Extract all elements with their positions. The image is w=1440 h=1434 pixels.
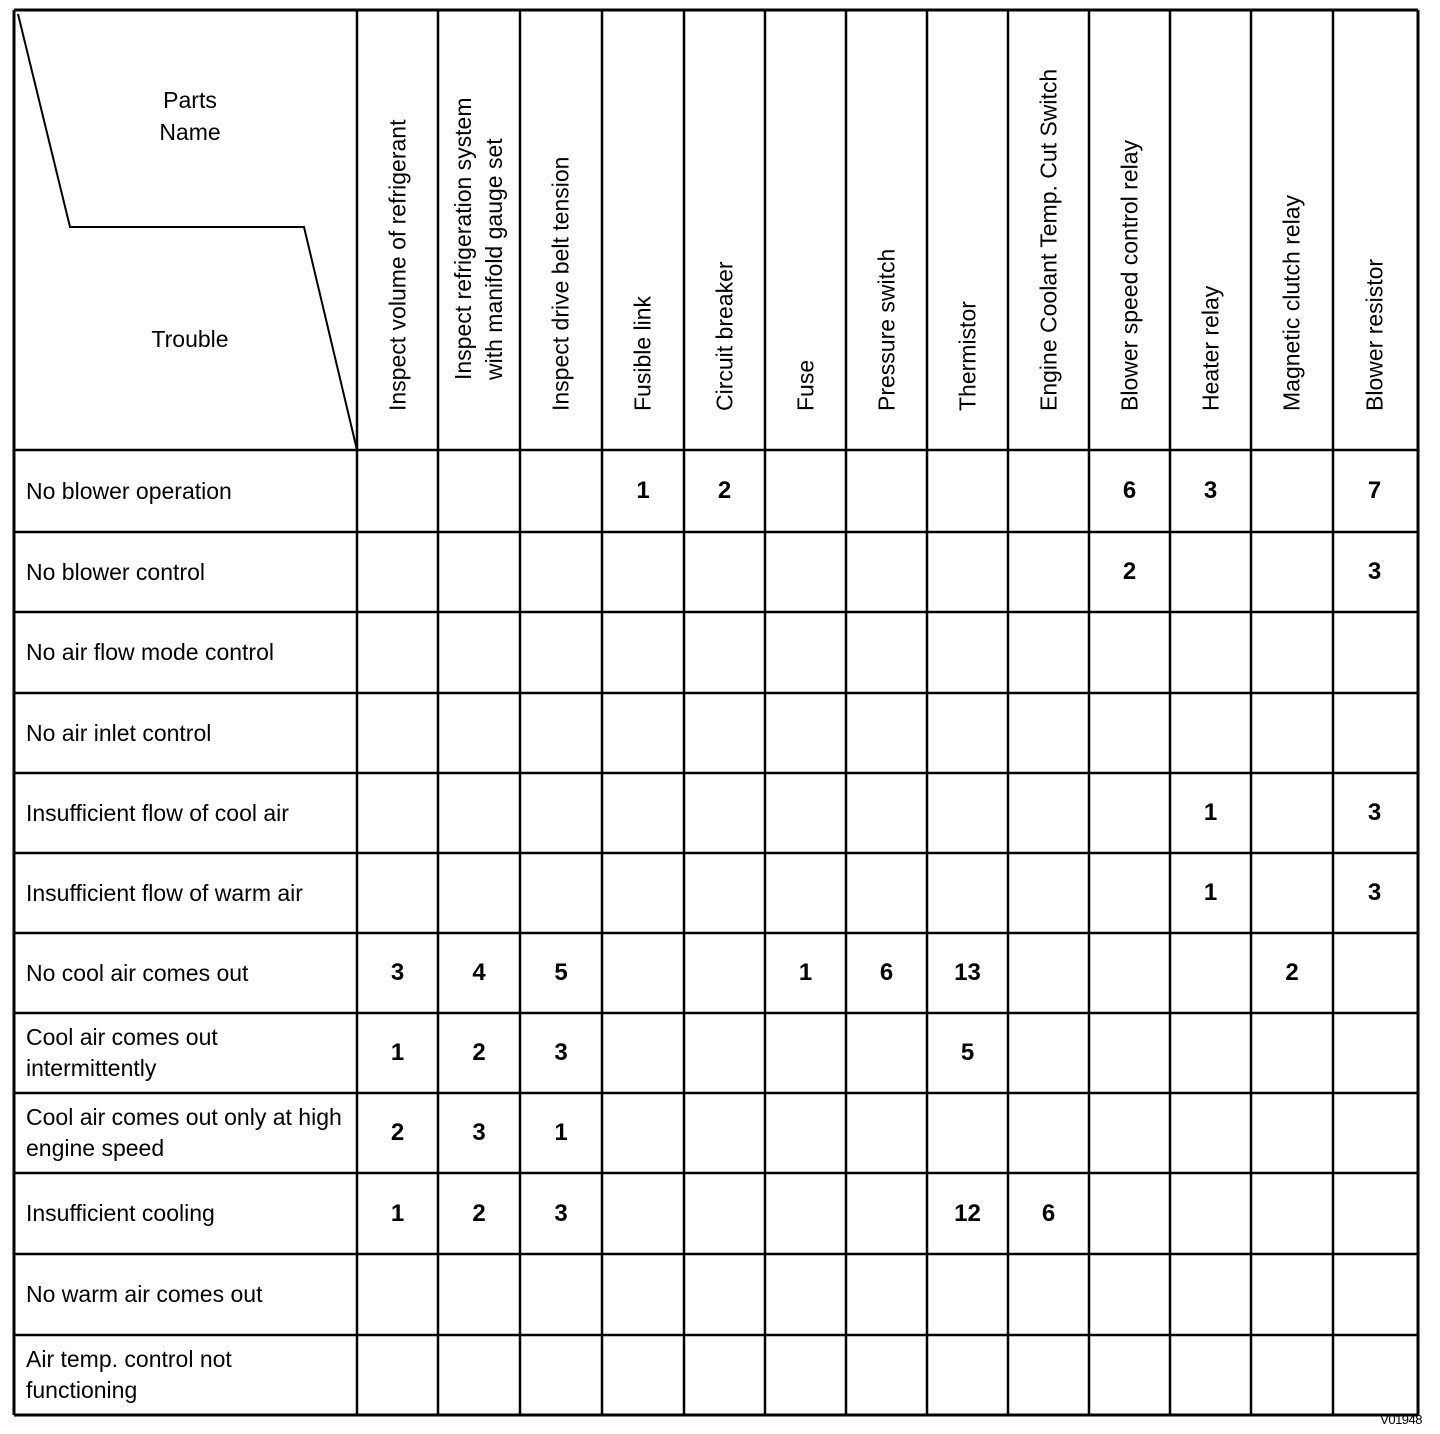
- column-header: [1008, 10, 1089, 450]
- table-cell: [1170, 1013, 1251, 1093]
- table-cell: [1251, 532, 1333, 612]
- table-cell: [684, 853, 765, 933]
- table-cell: [765, 450, 846, 532]
- trouble-label: No blower control: [26, 558, 205, 585]
- table-cell: [357, 450, 438, 532]
- table-cell: [357, 853, 438, 933]
- table-cell: [602, 933, 684, 1013]
- table-cell: [1170, 612, 1251, 693]
- table-cell: 1: [1203, 799, 1218, 826]
- table-cell: [1251, 450, 1333, 532]
- table-cell: 2: [390, 1119, 405, 1146]
- table-cell: [438, 450, 520, 532]
- table-cell: 1: [636, 477, 650, 504]
- table-cell: 1: [390, 1039, 405, 1066]
- table-cell: [765, 1013, 846, 1093]
- table-cell: [1333, 1335, 1416, 1415]
- table-cell: 2: [1285, 959, 1299, 986]
- table-cell: [765, 612, 846, 693]
- table-cell: [1089, 933, 1170, 1013]
- table-cell: 2: [1122, 558, 1137, 585]
- table-cell: [357, 693, 438, 773]
- table-cell: [602, 1173, 684, 1254]
- column-header: [765, 10, 846, 450]
- table-cell: [846, 532, 927, 612]
- table-cell: [1170, 1093, 1251, 1173]
- table-cell: [1008, 1335, 1089, 1415]
- table-cell: [602, 1335, 684, 1415]
- table-cell: [1251, 1013, 1333, 1093]
- table-cell: [602, 1254, 684, 1335]
- table-cell: [1170, 693, 1251, 773]
- table-cell: [1089, 612, 1170, 693]
- table-cell: 2: [472, 1039, 486, 1066]
- table-cell: [1089, 1254, 1170, 1335]
- table-cell: [684, 1013, 765, 1093]
- table-cell: [520, 612, 602, 693]
- table-cell: [1251, 693, 1333, 773]
- table-cell: [520, 693, 602, 773]
- table-cell: [846, 1093, 927, 1173]
- table-cell: [1008, 1254, 1089, 1335]
- table-cell: [438, 532, 520, 612]
- table-cell: [1008, 1093, 1089, 1173]
- trouble-label: No blower operation: [26, 477, 232, 504]
- column-header-label: Circuit breaker: [711, 261, 737, 411]
- trouble-label: Insufficient cooling: [26, 1200, 215, 1226]
- table-cell: [602, 773, 684, 853]
- table-cell: [1333, 1254, 1416, 1335]
- table-cell: 3: [1367, 799, 1382, 826]
- trouble-label: Air temp. control not functioning: [26, 1346, 232, 1403]
- table-cell: [1170, 933, 1251, 1013]
- table-cell: [520, 532, 602, 612]
- table-cell: [1333, 693, 1416, 773]
- table-cell: [846, 612, 927, 693]
- trouble-label: Cool air comes out only at high engine speed: [26, 1104, 342, 1161]
- table-cell: 1: [798, 959, 813, 986]
- trouble-label: No air inlet control: [26, 719, 212, 746]
- table-cell: [1089, 1093, 1170, 1173]
- table-cell: 6: [1122, 477, 1137, 504]
- column-header: [438, 10, 520, 450]
- table-cell: [438, 693, 520, 773]
- table-cell: [684, 1335, 765, 1415]
- table-cell: [1089, 853, 1170, 933]
- table-cell: [1170, 1173, 1251, 1254]
- table-cell: [1008, 693, 1089, 773]
- table-cell: [1089, 693, 1170, 773]
- table-cell: [1089, 1013, 1170, 1093]
- table-cell: [1008, 933, 1089, 1013]
- trouble-label: Insufficient flow of warm air: [26, 879, 303, 906]
- table-cell: [765, 693, 846, 773]
- table-cell: [602, 853, 684, 933]
- table-cell: [1251, 773, 1333, 853]
- table-cell: [520, 1335, 602, 1415]
- column-header-label: Thermistor: [954, 301, 980, 411]
- column-header-label: Engine Coolant Temp. Cut Switch: [1035, 68, 1061, 411]
- table-cell: [846, 1335, 927, 1415]
- table-cell: [846, 773, 927, 853]
- table-cell: 6: [1041, 1199, 1056, 1227]
- column-header: [1333, 10, 1416, 450]
- table-cell: 5: [960, 1039, 975, 1066]
- table-cell: 3: [1203, 477, 1218, 504]
- table-cell: [846, 853, 927, 933]
- table-cell: [1170, 1335, 1251, 1415]
- table-cell: [357, 1254, 438, 1335]
- table-cell: 7: [1367, 477, 1382, 504]
- table-cell: [765, 853, 846, 933]
- trouble-label: No cool air comes out: [26, 959, 249, 986]
- table-cell: [438, 853, 520, 933]
- trouble-label: Cool air comes out intermittently: [26, 1024, 218, 1081]
- table-cell: 13: [954, 959, 981, 986]
- column-header-label: Fuse: [792, 359, 818, 411]
- table-cell: [765, 1335, 846, 1415]
- table-cell: [357, 532, 438, 612]
- table-cell: [927, 1335, 1008, 1415]
- table-cell: [1251, 1173, 1333, 1254]
- table-cell: 1: [390, 1199, 405, 1227]
- table-cell: [1333, 612, 1416, 693]
- table-cell: [684, 1254, 765, 1335]
- table-cell: [1333, 1173, 1416, 1254]
- table-cell: [927, 693, 1008, 773]
- table-cell: 2: [717, 477, 732, 504]
- table-cell: [846, 1013, 927, 1093]
- table-cell: [1333, 933, 1416, 1013]
- table-cell: [1089, 1335, 1170, 1415]
- table-cell: [1251, 1093, 1333, 1173]
- table-cell: [684, 1173, 765, 1254]
- table-cell: [846, 450, 927, 532]
- table-cell: [1333, 1093, 1416, 1173]
- table-cell: [1251, 1254, 1333, 1335]
- table-cell: [1170, 532, 1251, 612]
- table-cell: 3: [472, 1119, 486, 1146]
- table-cell: [765, 773, 846, 853]
- table-cell: [846, 1254, 927, 1335]
- table-cell: 12: [954, 1199, 981, 1227]
- column-header-label: Blower resistor: [1361, 258, 1387, 411]
- table-cell: [602, 693, 684, 773]
- table-cell: [602, 532, 684, 612]
- table-cell: [1333, 1013, 1416, 1093]
- table-cell: [1008, 773, 1089, 853]
- table-cell: [927, 612, 1008, 693]
- table-cell: [357, 1335, 438, 1415]
- trouble-label: No warm air comes out: [26, 1281, 263, 1307]
- table-cell: [1008, 853, 1089, 933]
- column-header: [846, 10, 927, 450]
- table-cell: [1008, 612, 1089, 693]
- column-header-label: Inspect volume of refrigerant: [384, 119, 410, 411]
- column-header: [1251, 10, 1333, 450]
- table-cell: [927, 773, 1008, 853]
- table-cell: [602, 612, 684, 693]
- table-cell: [765, 1093, 846, 1173]
- table-cell: [1008, 1013, 1089, 1093]
- table-cell: [927, 532, 1008, 612]
- table-cell: [684, 693, 765, 773]
- table-cell: [1089, 1173, 1170, 1254]
- table-cell: [927, 1254, 1008, 1335]
- column-header: [602, 10, 684, 450]
- column-header: [1170, 10, 1251, 450]
- column-header-label: Pressure switch: [873, 248, 899, 411]
- table-cell: 3: [1367, 558, 1382, 585]
- table-cell: 3: [390, 959, 405, 986]
- table-cell: 2: [472, 1199, 486, 1227]
- table-cell: [684, 773, 765, 853]
- table-cell: [438, 612, 520, 693]
- table-cell: [602, 1093, 684, 1173]
- table-cell: 1: [1203, 879, 1218, 906]
- column-header: [1089, 10, 1170, 450]
- table-cell: [1251, 853, 1333, 933]
- table-cell: [846, 693, 927, 773]
- column-header: [357, 10, 438, 450]
- table-cell: [1170, 1254, 1251, 1335]
- table-cell: [684, 532, 765, 612]
- column-header-label: Blower speed control relay: [1116, 139, 1142, 411]
- table-cell: [927, 450, 1008, 532]
- table-cell: [602, 1013, 684, 1093]
- table-cell: [765, 1173, 846, 1254]
- table-cell: [1008, 532, 1089, 612]
- table-cell: [927, 1093, 1008, 1173]
- table-cell: [520, 450, 602, 532]
- column-header-label: Fusible link: [629, 295, 656, 411]
- table-cell: 3: [1367, 879, 1382, 906]
- table-cell: [846, 1173, 927, 1254]
- table-cell: [1251, 612, 1333, 693]
- table-cell: [357, 773, 438, 853]
- table-cell: [684, 1093, 765, 1173]
- table-cell: [438, 1254, 520, 1335]
- table-cell: [1008, 450, 1089, 532]
- table-cell: [1251, 1335, 1333, 1415]
- column-header: [927, 10, 1008, 450]
- table-cell: 5: [554, 959, 568, 986]
- table-cell: [520, 1254, 602, 1335]
- table-cell: [927, 853, 1008, 933]
- table-cell: [765, 532, 846, 612]
- table-cell: [765, 1254, 846, 1335]
- column-header-label: Inspect drive belt tension: [547, 156, 574, 411]
- column-header-label: Inspect refrigeration system with manifold gauge set: [450, 97, 507, 380]
- table-cell: 6: [879, 959, 894, 986]
- column-header-label: Heater relay: [1197, 285, 1223, 411]
- parts-name-label: Parts Name: [159, 87, 221, 145]
- trouble-label: Insufficient flow of cool air: [26, 799, 289, 826]
- table-cell: 4: [472, 959, 486, 986]
- corner-divider: [18, 14, 357, 450]
- column-header-label: Magnetic clutch relay: [1278, 194, 1305, 411]
- table-cell: [684, 933, 765, 1013]
- table-cell: [438, 1335, 520, 1415]
- table-cell: [520, 853, 602, 933]
- table-cell: 3: [554, 1039, 568, 1066]
- column-header: [684, 10, 765, 450]
- trouble-label: Trouble: [151, 326, 229, 352]
- figure-reference: V01948: [1380, 1412, 1422, 1427]
- table-cell: [684, 612, 765, 693]
- table-cell: [438, 773, 520, 853]
- table-cell: [1089, 773, 1170, 853]
- table-cell: 1: [554, 1119, 568, 1146]
- table-cell: [520, 773, 602, 853]
- column-header: [520, 10, 602, 450]
- table-cell: 3: [554, 1199, 568, 1227]
- table-cell: [357, 612, 438, 693]
- trouble-label: No air flow mode control: [26, 639, 274, 665]
